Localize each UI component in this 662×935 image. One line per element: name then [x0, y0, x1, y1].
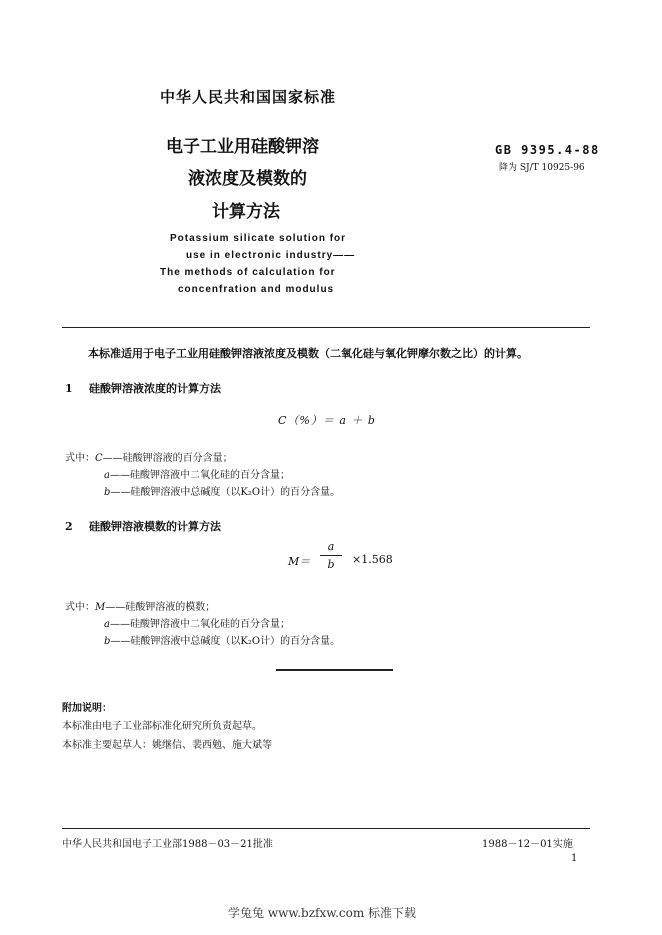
watermark: 学兔兔 www.bzfxw.com 标准下载 [228, 906, 417, 920]
modulus-fraction [320, 539, 342, 572]
english-title-line-1: Potassium silicate solution for [170, 233, 347, 244]
definition-text: ——硅酸钾溶液中二氧化硅的百分含量； [109, 619, 290, 630]
definition-symbol: a [104, 619, 110, 630]
definition-symbol: a [104, 470, 110, 481]
standard-code: GB 9395.4-88 [495, 143, 600, 157]
definition-text: ——硅酸钾溶液的百分含量； [102, 453, 233, 464]
replacement-note: 降为 SJ/T 10925-96 [499, 163, 585, 173]
fraction-denominator: b [327, 558, 335, 571]
section-2-number: 2 [65, 520, 73, 533]
drafters-note: 本标准主要起草人：姚继信、裴西勉、施大斌等 [62, 740, 272, 751]
drafting-organization-note: 本标准由电子工业部标准化研究所负责起草。 [62, 721, 262, 732]
title-line-1: 电子工业用硅酸钾溶 [166, 137, 319, 157]
national-standard-label: 中华人民共和国国家标准 [160, 88, 337, 106]
fraction-bar [320, 555, 342, 556]
definition-symbol: M [95, 602, 106, 613]
definition-row [104, 632, 340, 647]
section-2-heading [65, 518, 221, 534]
english-title-line-4: concenfration and modulus [178, 284, 335, 295]
page-number: 1 [571, 853, 578, 864]
definition-text: ——硅酸钾溶液中二氧化硅的百分含量； [109, 470, 290, 481]
definition-row [65, 449, 233, 464]
definition-symbol: C [95, 453, 103, 464]
english-title-line-2: use in electronic industry—— [186, 250, 356, 261]
section-1-heading [65, 380, 221, 396]
definition-text: ——硅酸钾溶液的模数； [105, 602, 216, 613]
fraction-numerator: a [327, 540, 335, 553]
definition-text: ——硅酸钾溶液中总碱度（以K₂O计）的百分含量。 [110, 636, 341, 647]
end-of-text-rule [276, 669, 393, 671]
definition-symbol: b [104, 636, 111, 647]
section-1-title: 硅酸钾溶液浓度的计算方法 [89, 382, 221, 395]
title-line-2: 液浓度及模数的 [188, 169, 307, 189]
definition-prefix: 式中： [65, 602, 95, 613]
scope-paragraph: 本标准适用于电子工业用硅酸钾溶液浓度及模数（二氧化硅与氧化钾摩尔数之比）的计算。 [88, 347, 528, 360]
implementation-date: 1988－12－01实施 [482, 839, 573, 850]
definition-row [65, 598, 215, 613]
definition-row [104, 615, 290, 630]
definition-text: ——硅酸钾溶液中总碱度（以K₂O计）的百分含量。 [110, 487, 341, 498]
section-1-number: 1 [65, 382, 73, 395]
english-title-line-3: The methods of calculation for [160, 267, 336, 278]
modulus-formula-lhs: M＝ [288, 555, 311, 568]
section-2-title: 硅酸钾溶液模数的计算方法 [89, 520, 221, 533]
definition-prefix: 式中： [65, 453, 95, 464]
definition-row [104, 483, 340, 498]
approval-date: 中华人民共和国电子工业部1988－03－21批准 [62, 839, 273, 850]
modulus-multiplier: ×1.568 [352, 553, 393, 566]
footer-divider [62, 828, 590, 829]
header-divider [62, 327, 590, 328]
title-line-3: 计算方法 [212, 202, 280, 222]
concentration-formula: C（%）＝ a ＋ b [278, 414, 376, 427]
definition-symbol: b [104, 487, 111, 498]
definition-row [104, 466, 290, 481]
additional-notes-heading: 附加说明： [62, 703, 112, 714]
